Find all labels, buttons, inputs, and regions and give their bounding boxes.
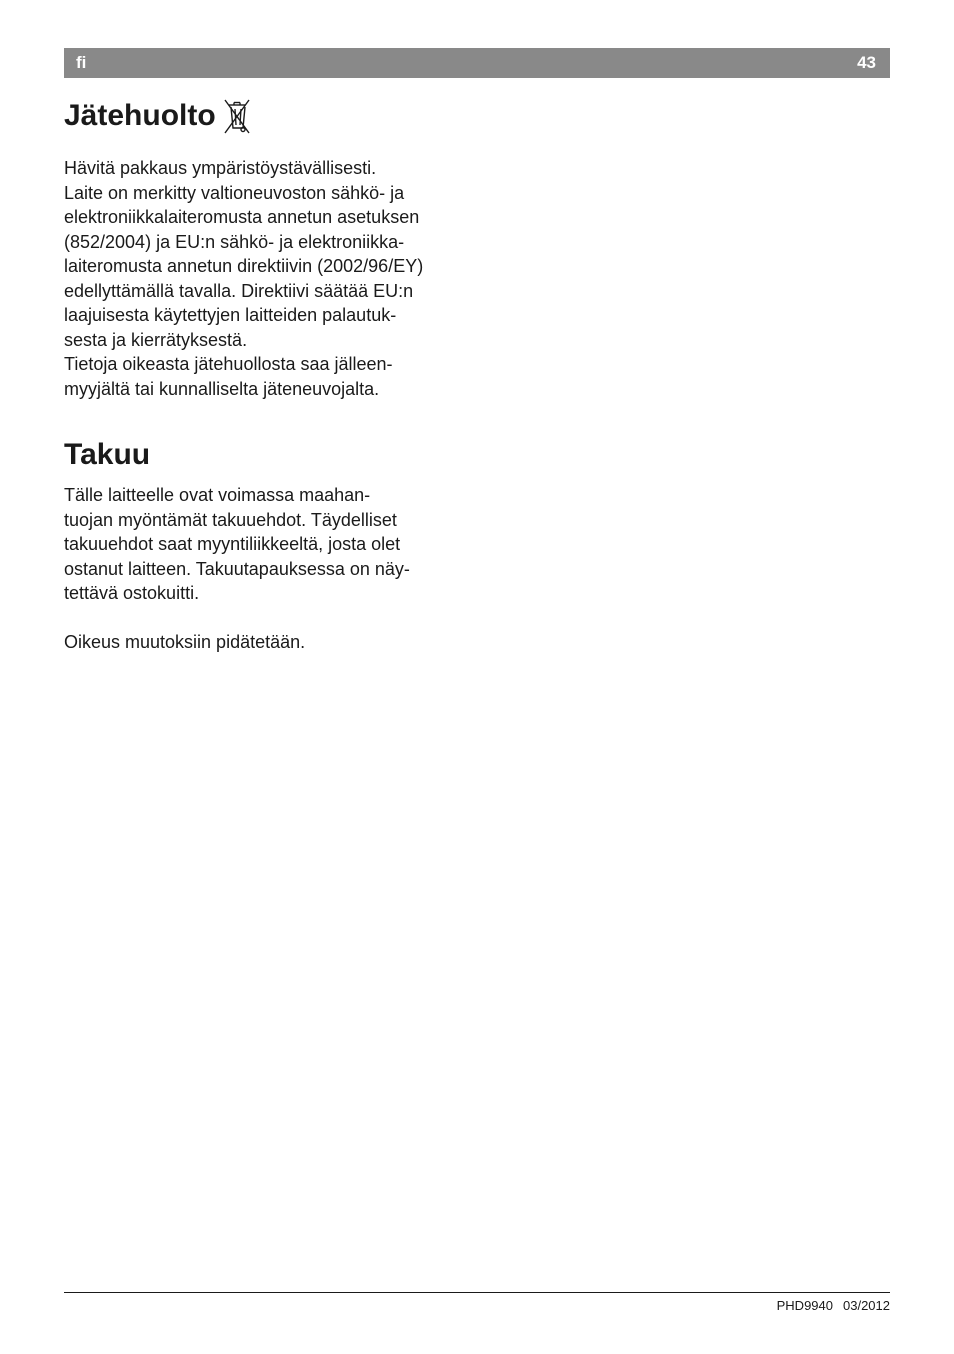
- section-title-text: Takuu: [64, 438, 151, 471]
- footer-date: 03/2012: [843, 1298, 890, 1313]
- footer: [777, 1298, 890, 1313]
- footer-model: PHD9940: [776, 1298, 833, 1313]
- section-warranty: [64, 431, 484, 655]
- section-title-text: Jätehuolto: [64, 99, 216, 132]
- header-bar: [64, 48, 890, 78]
- waste-disposal-paragraph: Hävitä pakkaus ympäristöystävällisesti. Laite on merkitty valtioneuvoston sähkö- ja elektroniikkalaiteromusta annetun asetuksen (852/2004) ja EU:n sähkö- ja elektroniikka- laiteromusta annetun direktiivin (2002/96/EY) edellyttämällä tavalla. Direktiivi säätää EU:n laajuisesta käytettyjen laitteiden palautuk- sesta ja kierrätyksestä. Tietoja oikeasta jätehuollosta saa jälleen- myyjältä tai kunnalliselta jäteneuvojalta.: [64, 158, 424, 399]
- section-waste-disposal: [64, 92, 484, 401]
- crossed-out-wheelie-bin-icon: [222, 96, 252, 136]
- footer-divider: [64, 1292, 890, 1293]
- page-number: 43: [857, 53, 876, 72]
- rights-reserved-paragraph: Oikeus muutoksiin pidätetään.: [64, 632, 306, 652]
- page-content: [64, 92, 484, 655]
- section-title-waste-disposal: [64, 92, 484, 140]
- language-code: fi: [76, 53, 87, 72]
- warranty-paragraph: Tälle laitteelle ovat voimassa maahan- tuojan myöntämät takuuehdot. Täydelliset takuuehdot saat myyntiliikkeeltä, josta olet ostanut laitteen. Takuutapauksessa on näy- tettävä ostokuitti.: [64, 485, 410, 603]
- section-title-warranty: [64, 431, 484, 479]
